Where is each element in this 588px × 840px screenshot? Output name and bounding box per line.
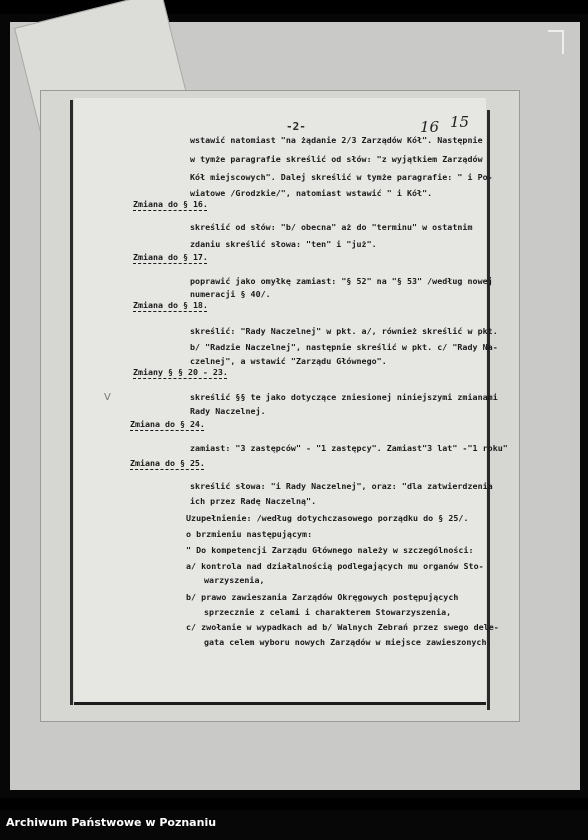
text-line: " Do kompetencji Zarządu Głównego należy w szczególności: (186, 545, 474, 555)
text-line: zdaniu skreślić słowa: "ten" i "już". (190, 239, 377, 249)
section-heading: Zmiana do § 17. (133, 252, 208, 262)
text-line: sprzecznie z celami i charakterem Stowarzyszenia, (204, 607, 452, 617)
margin-tick-icon: V (104, 392, 111, 403)
text-line: Kół miejscowych". Dalej skreślić w tymże paragrafie: " i Po- (190, 172, 493, 182)
text-line: w tymże paragrafie skreślić od słów: "z wyjątkiem Zarządów (190, 154, 483, 164)
handwritten-folio-number: 16 (420, 118, 440, 136)
text-line: warzyszenia, (204, 575, 265, 585)
text-line: wstawić natomiast "na żądanie 2/3 Zarządów Kół". Następnie (190, 135, 483, 145)
page-edge-right (487, 110, 490, 710)
text-line: zamiast: "3 zastępców" - "1 zastępcy". Zamiast"3 lat" -"1 roku" (190, 443, 508, 453)
text-line: b/ "Radzie Naczelnej", następnie skreślić w pkt. c/ "Rady Na- (190, 342, 498, 352)
text-line: wiatowe /Grodzkie/", natomiast wstawić " i Kół". (190, 188, 433, 198)
text-line: skreślić: "Rady Naczelnej" w pkt. a/, również skreślić w pkt. (190, 326, 498, 336)
section-heading: Zmiana do § 24. (130, 419, 205, 429)
page-number-mark: -2- (286, 120, 306, 133)
text-line: c/ zwołanie w wypadkach ad b/ Walnych Zebrań przez swego dele- (186, 622, 499, 632)
archive-footer-label: Archiwum Państwowe w Poznaniu (6, 816, 217, 829)
section-heading: Zmiana do § 16. (133, 199, 208, 209)
section-heading: Zmiana do § 18. (133, 300, 208, 310)
film-strip-bottom (0, 798, 588, 810)
text-line: ich przez Radę Naczelną". (190, 496, 317, 506)
handwritten-folio-number-crossed: 15 (450, 113, 470, 131)
text-line: b/ prawo zawieszania Zarządów Okręgowych postępujących (186, 592, 459, 602)
page-edge-left (70, 100, 73, 705)
text-line: a/ kontrola nad działalnością podlegających mu organów Sto- (186, 561, 484, 571)
crop-mark (548, 30, 564, 54)
text-line: poprawić jako omyłkę zamiast: "§ 52" na "§ 53" /według nowej (190, 276, 493, 286)
text-line: numeracji § 40/. (190, 289, 271, 299)
section-heading: Zmiana do § 25. (130, 458, 205, 468)
text-line: skreślić od słów: "b/ obecna" aż do "terminu" w ostatnim (190, 222, 473, 232)
text-line: gata celem wyboru nowych Zarządów w miejsce zawieszonych. (204, 637, 492, 647)
text-line: skreślić słowa: "i Rady Naczelnej", oraz: "dla zatwierdzenia (190, 481, 493, 491)
text-line: czelnej", a wstawić "Zarządu Głównego". (190, 356, 387, 366)
text-line: Rady Naczelnej. (190, 406, 266, 416)
text-line: Uzupełnienie: /według dotychczasowego porządku do § 25/. (186, 513, 469, 523)
text-line: o brzmieniu następującym: (186, 529, 313, 539)
text-line: skreślić §§ te jako dotyczące zniesionej niniejszymi zmianami (190, 392, 498, 402)
section-heading: Zmiany § § 20 - 23. (133, 367, 228, 377)
